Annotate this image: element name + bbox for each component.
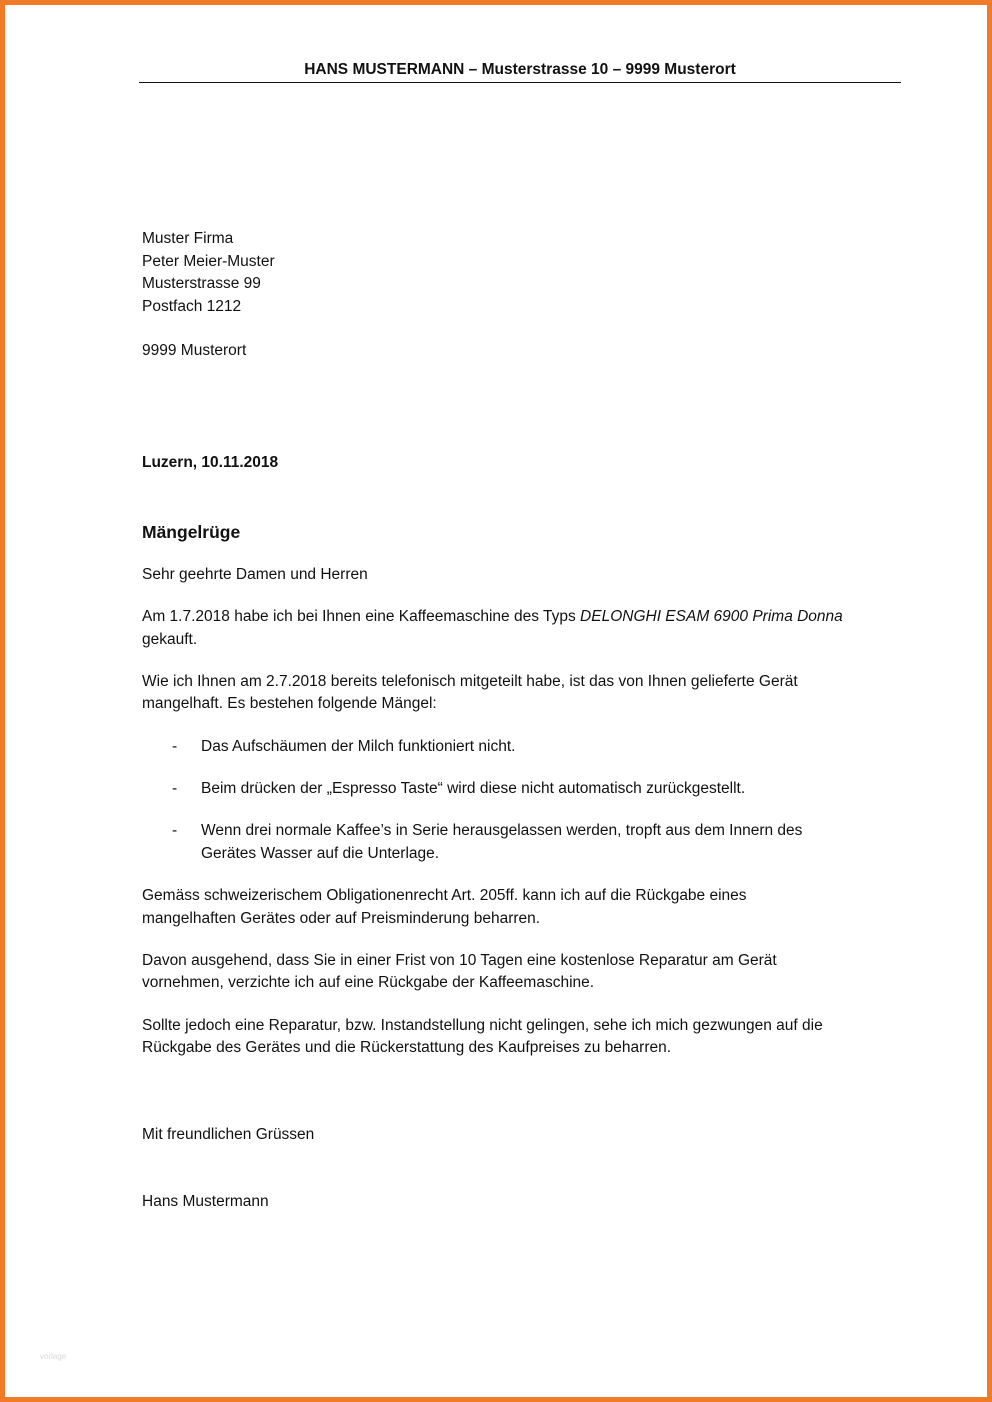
list-dash: - [172,738,178,755]
watermark: vorlage [40,1352,67,1361]
letterhead-divider [139,82,901,83]
closing: Mit freundlichen Grüssen [142,1126,315,1143]
paragraph-repair-line2: vornehmen, verzichte ich auf eine Rückgabe der Kaffeemaschine. [142,974,595,991]
paragraph-legal-line1: Gemäss schweizerischem Obligationenrecht Art. 205ff. kann ich auf die Rückgabe eines [142,887,747,904]
recipient-pobox: Postfach 1212 [142,298,242,315]
list-dash: - [172,822,178,839]
salutation: Sehr geehrte Damen und Herren [142,566,368,583]
paragraph-purchase-line2: gekauft. [142,631,198,648]
paragraph-purchase [142,606,887,629]
purchase-text: Am 1.7.2018 habe ich bei Ihnen eine Kaffeemaschine des Typs [142,608,581,625]
recipient-person: Peter Meier-Muster [142,253,275,270]
paragraph-refund-line2: Rückgabe des Gerätes und die Rückerstattung des Kaufpreises zu beharren. [142,1039,672,1056]
paragraph-legal-line2: mangelhaften Gerätes oder auf Preisminderung beharren. [142,910,541,927]
list-dash: - [172,780,178,797]
signature-name: Hans Mustermann [142,1193,269,1210]
recipient-city: 9999 Musterort [142,342,247,359]
paragraph-defect-intro-line2: mangelhaft. Es bestehen folgende Mängel: [142,695,437,712]
subject-heading: Mängelrüge [142,522,241,542]
recipient-street: Musterstrasse 99 [142,275,261,292]
paragraph-refund-line1: Sollte jedoch eine Reparatur, bzw. Instandstellung nicht gelingen, sehe ich mich gezwungen auf die [142,1017,823,1034]
defect-item-1: Das Aufschäumen der Milch funktioniert nicht. [201,738,516,755]
defect-item-3-line2: Gerätes Wasser auf die Unterlage. [201,845,440,862]
recipient-company: Muster Firma [142,230,234,247]
paragraph-repair-line1: Davon ausgehend, dass Sie in einer Frist von 10 Tagen eine kostenlose Reparatur am Gerät [142,952,777,969]
date-line: Luzern, 10.11.2018 [142,454,279,471]
paragraph-defect-intro-line1: Wie ich Ihnen am 2.7.2018 bereits telefonisch mitgeteilt habe, ist das von Ihnen gelieferte Gerät [142,673,798,690]
letterhead: HANS MUSTERMANN – Musterstrasse 10 – 9999 Musterort [304,61,736,78]
defect-item-3-line1: Wenn drei normale Kaffee’s in Serie herausgelassen werden, tropft aus dem Innern des [201,822,803,839]
defect-item-2: Beim drücken der „Espresso Taste“ wird diese nicht automatisch zurückgestellt. [201,780,746,797]
product-model: DELONGHI ESAM 6900 Prima Donna [580,608,843,625]
